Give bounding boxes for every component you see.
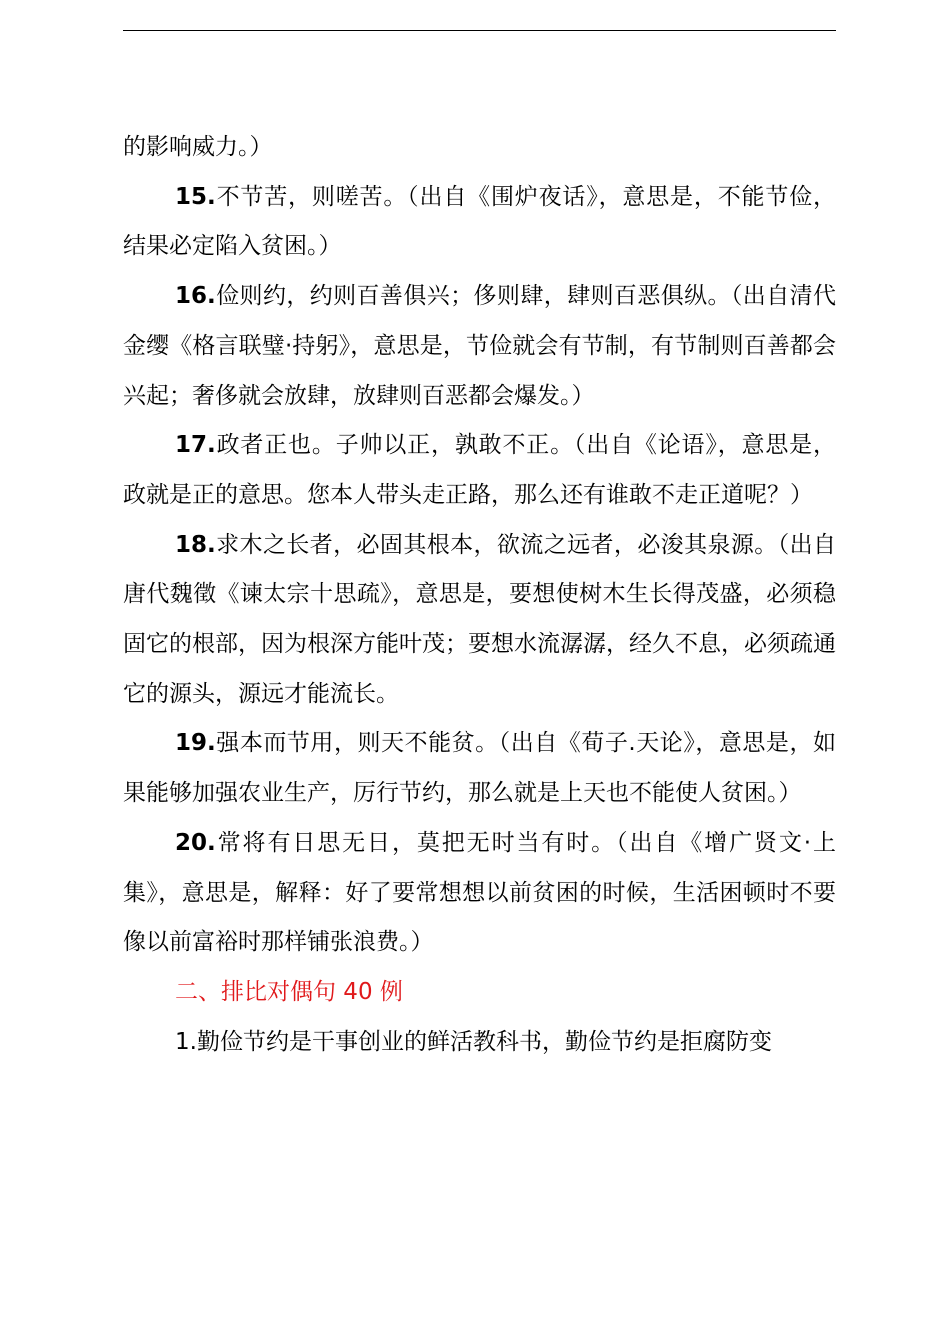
item-number: 18.	[175, 531, 216, 558]
item-number: 19.	[175, 730, 216, 757]
paragraph-text: 的影响威力。）	[123, 134, 273, 160]
quote-item-18	[123, 521, 836, 720]
item-text: 强本而节用，则天不能贫。（出自《荀子.天论》，意思是，如果能够加强农业生产，厉行节约，那么就是上天也不能使人贫困。）	[123, 730, 836, 807]
item-text: 求木之长者，必固其根本，欲流之远者，必浚其泉源。（出自唐代魏徵《谏太宗十思疏》，意思是，要想使树木生长得茂盛，必须稳固它的根部，因为根深方能叶茂；要想水流潺潺，经久不息，必须疏通它的源头，源远才能流长。	[123, 531, 836, 707]
item-text: 俭则约，约则百善俱兴；侈则肆，肆则百恶俱纵。（出自清代金缨《格言联璧·持躬》，意思是，节俭就会有节制，有节制则百善都会兴起；奢侈就会放肆，放肆则百恶都会爆发。）	[123, 283, 836, 409]
section-heading: 二、排比对偶句 40 例	[175, 978, 403, 1005]
item-number: 17.	[175, 432, 216, 459]
trailing-paragraph: 1.勤俭节约是干事创业的鲜活教科书，勤俭节约是拒腐防变	[175, 1028, 772, 1055]
paragraph-continuation	[123, 123, 836, 173]
item-number: 16.	[175, 283, 216, 310]
item-number: 20.	[175, 829, 216, 856]
document-body	[123, 123, 836, 1067]
quote-item-16	[123, 272, 836, 421]
quote-item-15	[123, 173, 836, 272]
header-rule	[123, 30, 836, 31]
quote-item-20	[123, 819, 836, 968]
item-text: 常将有日思无日，莫把无时当有时。（出自《增广贤文·上集》，意思是，解释：好了要常想想以前贫困的时候，生活困顿时不要像以前富裕时那样铺张浪费。）	[123, 829, 836, 956]
quote-item-17	[123, 421, 836, 520]
item-text: 不节苦，则嗟苦。（出自《围炉夜话》，意思是，不能节俭，结果必定陷入贫困。）	[123, 183, 836, 260]
item-text: 政者正也。子帅以正，孰敢不正。（出自《论语》，意思是，政就是正的意思。您本人带头走正路，那么还有谁敢不走正道呢？）	[123, 432, 836, 508]
item-number: 15.	[175, 183, 216, 210]
quote-item-19	[123, 719, 836, 818]
